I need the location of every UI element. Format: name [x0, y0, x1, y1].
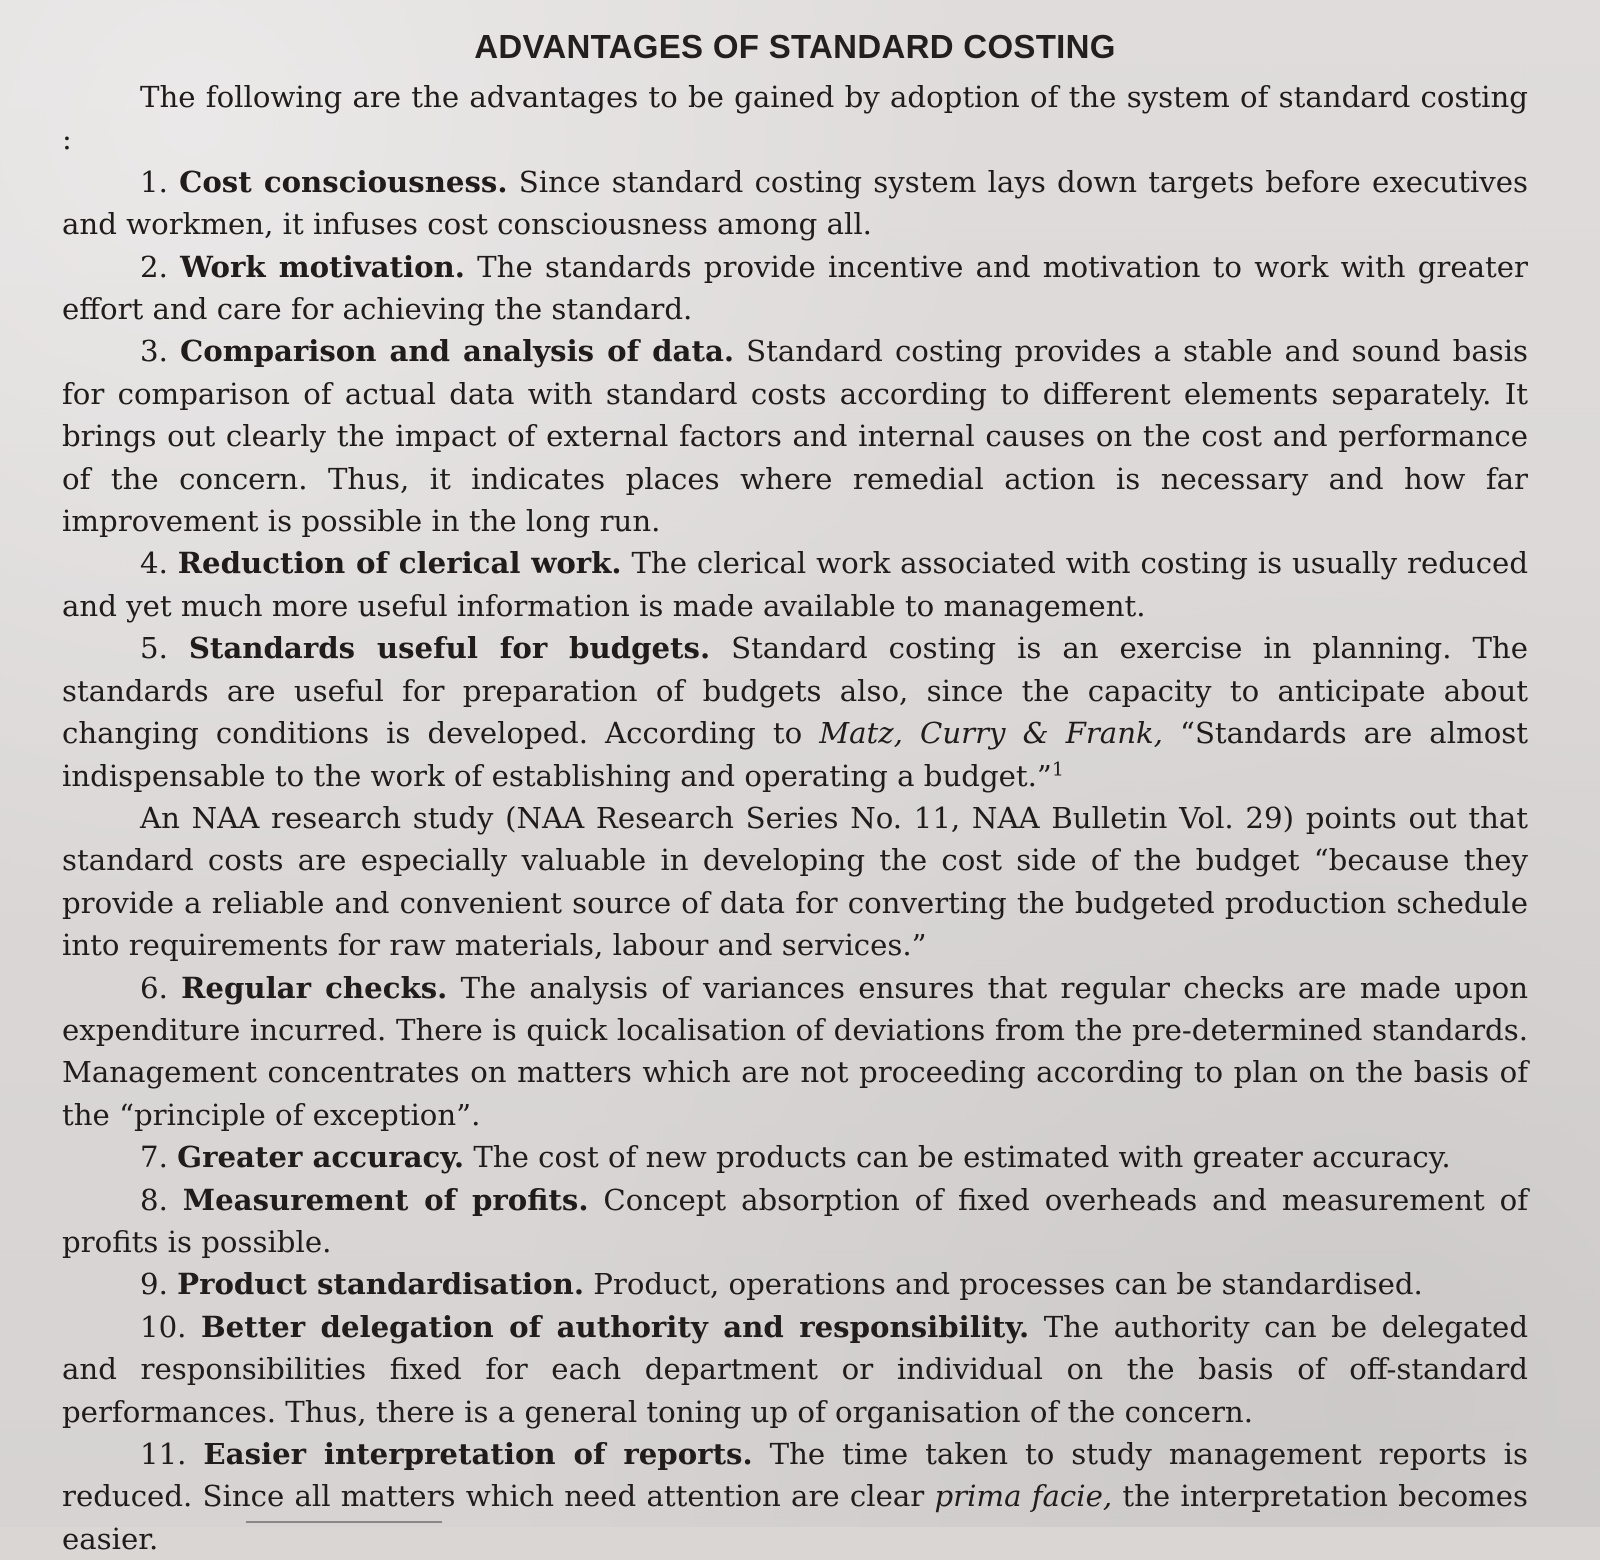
- item-7-text: The cost of new products can be estimated with greater accuracy.: [473, 1140, 1451, 1175]
- item-4: [62, 542, 1528, 627]
- footer-rule: [246, 1521, 442, 1523]
- item-4-heading: Reduction of clerical work.: [177, 546, 622, 581]
- item-9-number: 9.: [140, 1267, 168, 1302]
- item-2-number: 2.: [140, 249, 168, 284]
- item-4-text: The clerical work associated with costing is usually reduced and yet much more useful information is made available to management.: [62, 546, 1529, 623]
- item-9-text: Product, operations and processes can be standardised.: [593, 1267, 1423, 1302]
- item-5-text-before: Standard costing is an exercise in planning. The standards are useful for preparation of budgets also, since the capacity to anticipate about changing conditions is developed. According to: [62, 631, 1528, 751]
- page-title: ADVANTAGES OF STANDARD COSTING: [474, 28, 1116, 65]
- item-8-number: 8.: [140, 1182, 168, 1217]
- item-11-text-before: The time taken to study management reports is reduced. Since all matters which need attention are clear: [62, 1437, 1528, 1514]
- footnote-marker: 1: [1051, 757, 1064, 780]
- item-11-heading: Easier interpretation of reports.: [203, 1437, 753, 1471]
- item-6-number: 6.: [140, 970, 168, 1005]
- item-5: [62, 627, 1528, 797]
- item-1-text: Since standard costing system lays down targets before executives and workmen, it infuses cost consciousness among all.: [62, 164, 1529, 242]
- intro-paragraph: The following are the advantages to be gained by adoption of the system of standard costing :: [62, 80, 1528, 157]
- item-7-heading: Greater accuracy.: [177, 1140, 465, 1175]
- item-11-latin-term: prima facie,: [934, 1479, 1113, 1514]
- item-3-text: Standard costing provides a stable and sound basis for comparison of actual data with standard costs according to different elements separately. It brings out clearly the impact of external factors and internal causes on the cost and performance of the concern. Thus, it indicates places where remedial action is necessary and how far improvement is possible in the long run.: [62, 334, 1529, 539]
- item-8: [62, 1179, 1528, 1264]
- item-10-text: The authority can be delegated and responsibilities fixed for each department or individual on the basis of off-standard performances. Thus, there is a general toning up of organisation of the concern.: [62, 1309, 1529, 1429]
- item-7-number: 7.: [140, 1140, 168, 1175]
- item-3-number: 3.: [140, 334, 168, 369]
- item-3: [62, 330, 1528, 542]
- item-5-authors: Matz, Curry & Frank,: [819, 716, 1163, 751]
- naa-paragraph: An NAA research study (NAA Research Series No. 11, NAA Bulletin Vol. 29) points out that standard costs are especially valuable in developing the cost side of the budget “because they provide a reliable and convenient source of data for converting the budgeted production schedule into requirements for raw materials, labour and services.”: [62, 800, 1528, 963]
- item-5-number: 5.: [140, 631, 168, 666]
- item-3-heading: Comparison and analysis of data.: [180, 334, 735, 369]
- item-7: [62, 1136, 1528, 1178]
- item-2-heading: Work motivation.: [180, 249, 465, 284]
- item-1: [62, 161, 1528, 246]
- item-11: [62, 1433, 1528, 1560]
- item-8-text: Concept absorption of fixed overheads and measurement of profits is possible.: [62, 1182, 1529, 1259]
- item-8-heading: Measurement of profits.: [182, 1182, 589, 1217]
- item-11-number: 11.: [140, 1437, 187, 1471]
- item-2-text: The standards provide incentive and motivation to work with greater effort and care for achieving the standard.: [62, 249, 1528, 327]
- item-1-number: 1.: [140, 164, 168, 199]
- item-10-heading: Better delegation of authority and responsibility.: [200, 1309, 1030, 1344]
- item-5-heading: Standards useful for budgets.: [188, 631, 711, 666]
- item-9-heading: Product standardisation.: [177, 1267, 584, 1302]
- item-1-heading: Cost consciousness.: [179, 164, 508, 199]
- item-11-text-after: the interpretation becomes easier.: [62, 1479, 1528, 1556]
- item-10: [62, 1306, 1528, 1433]
- item-4-number: 4.: [140, 546, 168, 581]
- item-10-number: 10.: [140, 1309, 187, 1344]
- item-6-heading: Regular checks.: [181, 970, 448, 1005]
- item-2: [62, 246, 1528, 331]
- item-6-text: The analysis of variances ensures that regular checks are made upon expenditure incurred. There is quick localisation of deviations from the pre-determined standards. Management concentrates on matters which are not proceeding according to plan on the basis of the “principle of exception”.: [62, 970, 1529, 1132]
- item-6: [62, 967, 1528, 1137]
- item-5-text-after: “Standards are almost indispensable to the work of establishing and operating a budget.”: [62, 716, 1528, 793]
- item-9: [62, 1263, 1528, 1305]
